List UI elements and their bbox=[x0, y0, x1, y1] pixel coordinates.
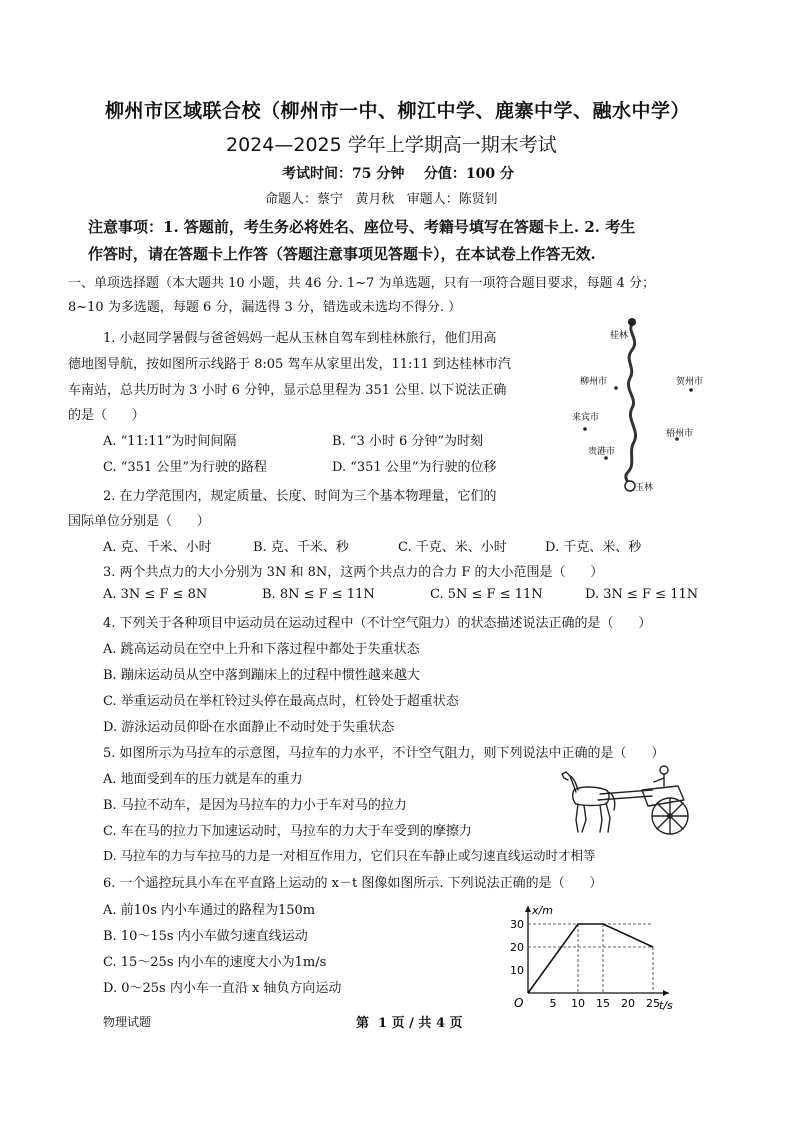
q5-option-b: B. 马拉不动车，是因为马拉车的力小于车对马的拉力 bbox=[103, 798, 407, 813]
laibin-dot bbox=[583, 427, 587, 431]
hezhou-dot bbox=[689, 388, 693, 392]
y-tick-label: 20 bbox=[510, 941, 524, 954]
q4-option-a: A. 跳高运动员在空中上升和下落过程中都处于失重状态 bbox=[103, 642, 420, 657]
map-label-yulin: 玉林 bbox=[635, 483, 654, 493]
q4-stem: 4. 下列关于各种项目中运动员在运动过程中（不计空气阻力）的状态描述说法正确的是（ ） bbox=[103, 616, 652, 631]
q1-stem-line-2: 德地图导航，按如图所示线路于 8:05 驾车从家里出发，11:11 到达桂林市汽 bbox=[68, 357, 512, 372]
q4-option-c: C. 举重运动员在举杠铃过头停在最高点时，杠铃处于超重状态 bbox=[103, 694, 459, 709]
x-tick-label: 15 bbox=[596, 997, 610, 1010]
footer-subject: 物理试题 bbox=[103, 1015, 152, 1029]
q6-option-b: B. 10～15s 内小车做匀速直线运动 bbox=[103, 929, 308, 944]
q4-option-d: D. 游泳运动员仰卧在水面静止不动时处于失重状态 bbox=[103, 720, 395, 735]
y-tick-label: 10 bbox=[510, 964, 524, 977]
map-label-liuzhou: 柳州市 bbox=[580, 377, 608, 387]
notice-line-2: 作答时，请在答题卡上作答（答题注意事项见答题卡），在本试卷上作答无效. bbox=[88, 245, 596, 263]
horse-head bbox=[562, 772, 576, 792]
exam-authors: 命题人：蔡宁 黄月秋 审题人：陈贤钊 bbox=[265, 192, 498, 207]
y-axis-arrow bbox=[525, 906, 531, 912]
x-tick-label: 10 bbox=[571, 997, 585, 1010]
q1-option-d: D. “351 公里”为行驶的位移 bbox=[332, 460, 497, 475]
q4-option-b: B. 蹦床运动员从空中落到蹦床上的过程中惯性越来越大 bbox=[103, 668, 420, 683]
notice-line-1: 注意事项：1. 答题前，考生务必将姓名、座位号、考籍号填写在答题卡上. 2. 考生 bbox=[88, 218, 636, 236]
q3-option-b: B. 8N ≤ F ≤ 11N bbox=[262, 587, 375, 602]
xt-chart bbox=[500, 895, 680, 1010]
driver-head bbox=[660, 766, 668, 774]
y-axis-label: x/m bbox=[532, 904, 553, 917]
q2-option-b: B. 克、千米、秒 bbox=[253, 540, 349, 555]
q1-stem-line-1: 1. 小赵同学暑假与爸爸妈妈一起从玉林自驾车到桂林旅行，他们用高 bbox=[103, 331, 497, 346]
horse-cart-illustration bbox=[560, 760, 695, 842]
q6-stem: 6. 一个遥控玩具小车在平直路上运动的 x－t 图像如图所示. 下列说法正确的是（ ） bbox=[103, 876, 603, 891]
q2-option-d: D. 千克、米、秒 bbox=[545, 540, 642, 555]
footer-page-number: 第 1 页 / 共 4 页 bbox=[356, 1016, 463, 1031]
map-label-laibin: 来宾市 bbox=[572, 413, 600, 423]
section-heading-line-1: 一、单项选择题（本大题共 10 小题，共 46 分. 1~7 为单选题，只有一项符合题目要求，每题 4 分； bbox=[68, 276, 655, 291]
x-tick-label: 25 bbox=[646, 997, 660, 1010]
horse-leg bbox=[582, 805, 586, 832]
q3-option-a: A. 3N ≤ F ≤ 8N bbox=[103, 587, 208, 602]
q5-stem: 5. 如图所示为马拉车的示意图，马拉车的力水平，不计空气阻力，则下列说法中正确的是（ ） bbox=[103, 746, 665, 761]
x-axis-arrow bbox=[663, 990, 669, 996]
map-label-hezhou: 贺州市 bbox=[676, 377, 704, 387]
q2-option-a: A. 克、千米、小时 bbox=[103, 540, 212, 555]
q5-option-c: C. 车在马的拉力下加速运动时，马拉车的力大于车受到的摩擦力 bbox=[103, 824, 472, 839]
x-tick-label: 20 bbox=[621, 997, 635, 1010]
xt-series-line bbox=[528, 924, 653, 993]
x-axis-label: t/s bbox=[659, 999, 673, 1010]
map-label-wuzhou: 梧州市 bbox=[666, 429, 694, 439]
q6-option-a: A. 前10s 内小车通过的路程为150m bbox=[103, 903, 316, 918]
yulin-marker bbox=[625, 481, 635, 491]
x-tick-label: 5 bbox=[549, 997, 557, 1010]
q3-stem: 3. 两个共点力的大小分别为 3N 和 8N，这两个共点力的合力 F 的大小范围是（ ） bbox=[103, 565, 604, 580]
driver-body bbox=[654, 774, 664, 786]
q2-stem-line-1: 2. 在力学范围内，规定质量、长度、时间为三个基本物理量，它们的 bbox=[103, 489, 497, 504]
q5-option-d: D. 马拉车的力与车拉马的力是一对相互作用力，它们只在车静止或匀速直线运动时才相等 bbox=[103, 848, 596, 863]
exam-subtitle: 2024—2025 学年上学期高一期末考试 bbox=[226, 134, 557, 156]
section-heading-line-2: 8~10 为多选题，每题 6 分，漏选得 3 分，错选或未选均不得分. ） bbox=[68, 300, 462, 315]
q1-stem-line-3: 车南站，总共历时为 3 小时 6 分钟，显示总里程为 351 公里. 以下说法正确 bbox=[68, 383, 507, 398]
guilin-marker bbox=[628, 318, 636, 326]
q6-option-d: D. 0～25s 内小车一直沿 x 轴负方向运动 bbox=[103, 981, 342, 996]
q1-option-c: C. “351 公里”为行驶的路程 bbox=[103, 460, 267, 475]
wheel-spokes bbox=[652, 798, 688, 834]
exam-time-score: 考试时间：75 分钟 分值：100 分 bbox=[282, 166, 514, 182]
route-path bbox=[626, 324, 636, 486]
q2-option-c: C. 千克、米、小时 bbox=[398, 540, 507, 555]
map-label-guilin: 桂林 bbox=[610, 331, 629, 341]
q6-option-c: C. 15～25s 内小车的速度大小为1m/s bbox=[103, 955, 327, 970]
q5-option-a: A. 地面受到车的压力就是车的重力 bbox=[103, 772, 303, 787]
horse-leg bbox=[606, 803, 610, 832]
y-tick-label: 30 bbox=[510, 918, 524, 931]
liuzhou-dot bbox=[614, 386, 618, 390]
map-label-guigang: 贵港市 bbox=[588, 447, 616, 457]
horse-leg bbox=[576, 804, 578, 832]
q1-option-b: B. “3 小时 6 分钟”为时刻 bbox=[332, 434, 484, 449]
exam-title: 柳州市区域联合校（柳州市一中、柳江中学、鹿寨中学、融水中学） bbox=[105, 100, 691, 122]
q3-option-d: D. 3N ≤ F ≤ 11N bbox=[585, 587, 699, 602]
q1-stem-line-4: 的是（ ） bbox=[68, 408, 145, 423]
route-map bbox=[572, 312, 722, 497]
q3-option-c: C. 5N ≤ F ≤ 11N bbox=[430, 587, 543, 602]
origin-label: O bbox=[514, 996, 524, 1010]
q1-option-a: A. “11:11”为时间间隔 bbox=[103, 434, 237, 449]
q2-stem-line-2: 国际单位分别是（ ） bbox=[68, 514, 210, 529]
horse-leg bbox=[600, 805, 602, 832]
